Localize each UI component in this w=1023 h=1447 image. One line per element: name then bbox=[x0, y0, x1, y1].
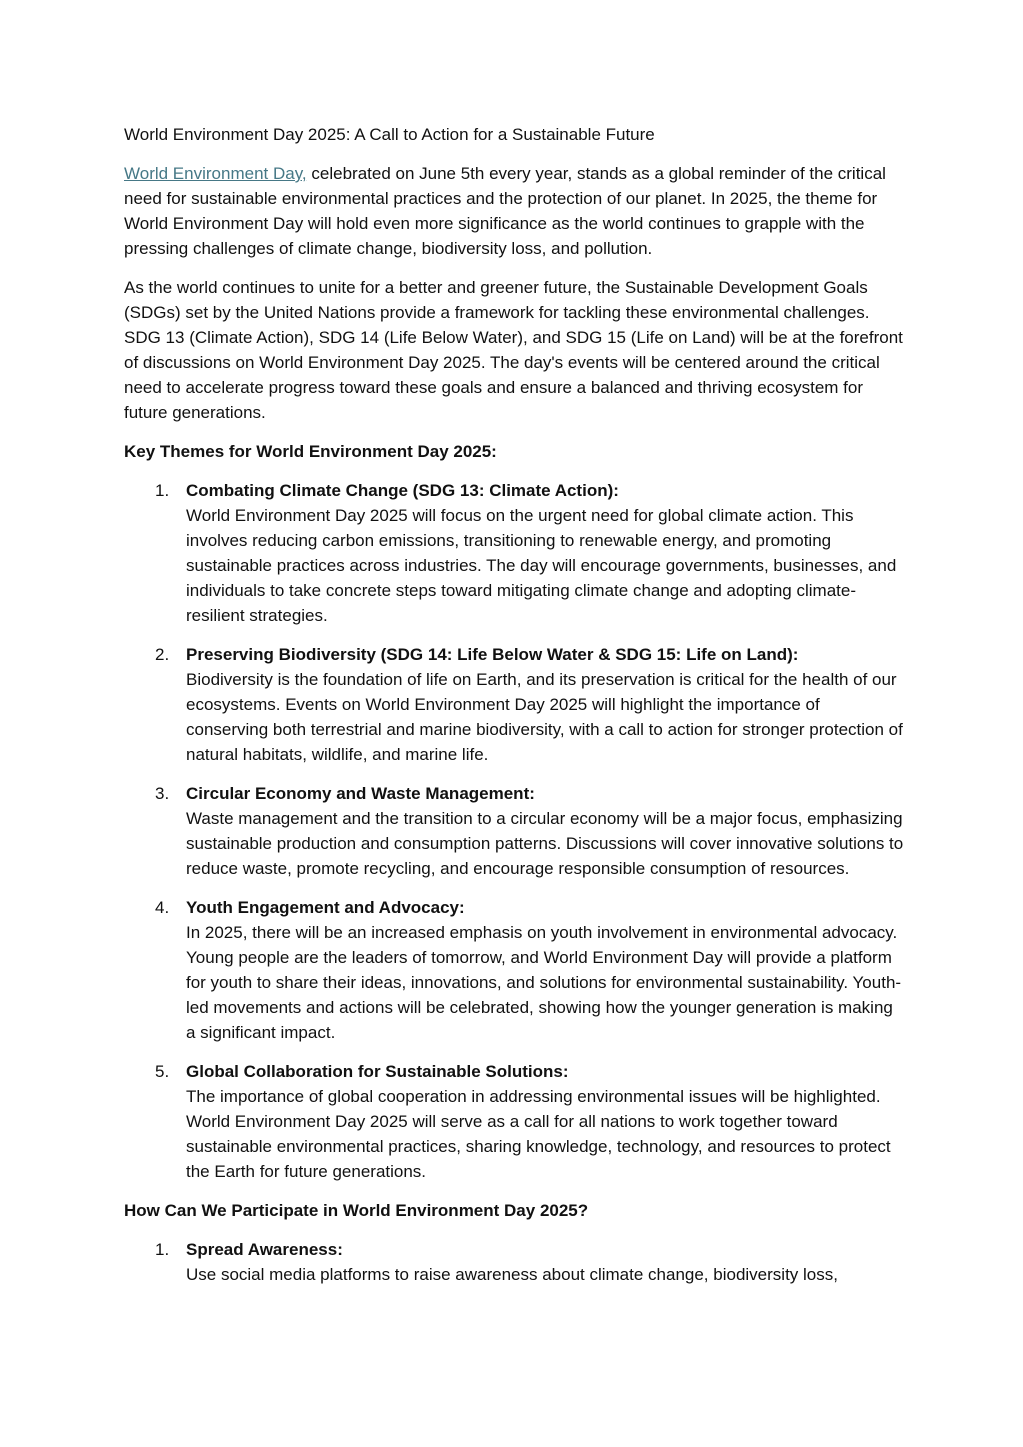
list-item-title: Global Collaboration for Sustainable Solutions: bbox=[186, 1062, 569, 1081]
intro-text: celebrated on June 5th every year, stands as a global reminder of the critical need for sustainable environmental practices and the protection of our planet. In 2025, the theme for World Environment Day will hold even more significance as the world continues to grapple with the pressing challenges of climate change, biodiversity loss, and pollution. bbox=[124, 164, 886, 258]
list-item-number: 3. bbox=[155, 784, 170, 803]
list-item-body: The importance of global cooperation in addressing environmental issues will be highlighted. World Environment Day 2025 will serve as a call for all nations to work together toward sustainable environmental practices, sharing knowledge, technology, and resources to protect the Earth for future generations. bbox=[186, 1087, 891, 1181]
document-page bbox=[124, 122, 904, 1301]
key-themes-list bbox=[124, 478, 904, 1184]
intro-paragraph bbox=[124, 161, 904, 261]
list-item-body: In 2025, there will be an increased emphasis on youth involvement in environmental advocacy. Young people are the leaders of tomorrow, and World Environment Day will provide a platform for youth to share their ideas, innovations, and solutions for environmental sustainability. Youth-led movements and actions will be celebrated, showing how the younger generation is making a significant impact. bbox=[186, 923, 902, 1042]
world-environment-day-link[interactable]: World Environment Day, bbox=[124, 164, 307, 183]
list-item bbox=[124, 1237, 904, 1287]
list-item-body: World Environment Day 2025 will focus on the urgent need for global climate action. This involves reducing carbon emissions, transitioning to renewable energy, and promoting sustainable practices across industries. The day will encourage governments, businesses, and individuals to take concrete steps toward mitigating climate change and adopting climate-resilient strategies. bbox=[186, 506, 897, 625]
list-item-number: 2. bbox=[155, 645, 170, 664]
list-item-body: Waste management and the transition to a circular economy will be a major focus, emphasizing sustainable production and consumption patterns. Discussions will cover innovative solutions to reduce waste, promote recycling, and encourage responsible consumption of resources. bbox=[186, 809, 904, 878]
document-title: World Environment Day 2025: A Call to Action for a Sustainable Future bbox=[124, 125, 655, 144]
list-item-title: Spread Awareness: bbox=[186, 1240, 343, 1259]
list-item-title: Youth Engagement and Advocacy: bbox=[186, 898, 465, 917]
list-item-body: Use social media platforms to raise awareness about climate change, biodiversity loss, bbox=[186, 1265, 838, 1284]
list-item bbox=[124, 895, 904, 1045]
list-item-body: Biodiversity is the foundation of life on Earth, and its preservation is critical for the health of our ecosystems. Events on World Environment Day 2025 will highlight the importance of conserving both terrestrial and marine biodiversity, with a call to action for stronger protection of natural habitats, wildlife, and marine life. bbox=[186, 670, 903, 764]
key-themes-heading: Key Themes for World Environment Day 2025: bbox=[124, 442, 497, 461]
list-item-title: Circular Economy and Waste Management: bbox=[186, 784, 535, 803]
list-item-number: 5. bbox=[155, 1062, 170, 1081]
list-item bbox=[124, 478, 904, 628]
list-item bbox=[124, 1059, 904, 1184]
participate-heading: How Can We Participate in World Environment Day 2025? bbox=[124, 1201, 589, 1220]
list-item-number: 1. bbox=[155, 481, 170, 500]
list-item bbox=[124, 781, 904, 881]
participate-list bbox=[124, 1237, 904, 1287]
list-item bbox=[124, 642, 904, 767]
list-item-title: Combating Climate Change (SDG 13: Climate Action): bbox=[186, 481, 619, 500]
list-item-number: 1. bbox=[155, 1240, 170, 1259]
list-item-number: 4. bbox=[155, 898, 170, 917]
sdg-paragraph: As the world continues to unite for a better and greener future, the Sustainable Development Goals (SDGs) set by the United Nations provide a framework for tackling these environmental challenges. SDG 13 (Climate Action), SDG 14 (Life Below Water), and SDG 15 (Life on Land) will be at the forefront of discussions on World Environment Day 2025. The day's events will be centered around the critical need to accelerate progress toward these goals and ensure a balanced and thriving ecosystem for future generations. bbox=[124, 278, 903, 422]
list-item-title: Preserving Biodiversity (SDG 14: Life Below Water & SDG 15: Life on Land): bbox=[186, 645, 799, 664]
